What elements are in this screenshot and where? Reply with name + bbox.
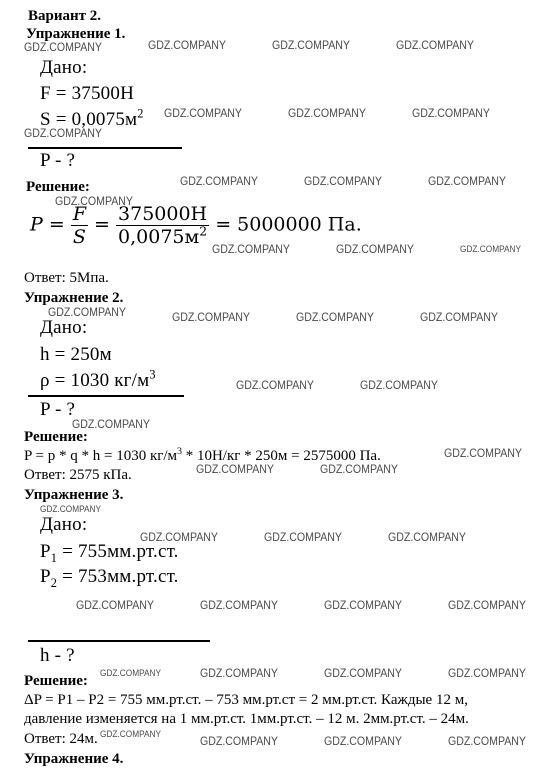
watermark: GDZ.COMPANY xyxy=(200,736,278,748)
ex2-given-density: ρ = 1030 $кг/м^3$ xyxy=(40,367,156,391)
ex2-given-height: h = 250м xyxy=(40,344,112,365)
watermark: GDZ.COMPANY xyxy=(448,600,526,612)
watermark: GDZ.COMPANY xyxy=(72,419,150,431)
ex1-given-force: F = 37500H xyxy=(40,83,135,104)
ex3-solution-label: Решение: xyxy=(24,673,88,689)
ex3-given-p2: $P_2 = 753мм.рт.ст$. xyxy=(40,566,179,590)
watermark: GDZ.COMPANY xyxy=(336,244,414,256)
watermark: GDZ.COMPANY xyxy=(360,380,438,392)
watermark: GDZ.COMPANY xyxy=(48,307,126,319)
ex2-given-label: Дано: xyxy=(40,317,88,338)
watermark: GDZ.COMPANY xyxy=(420,312,498,324)
ex1-solution-label: Решение: xyxy=(26,179,90,195)
exercise-1-heading: Упражнение 1. xyxy=(26,26,126,42)
watermark: GDZ.COMPANY xyxy=(24,42,102,54)
watermark: GDZ.COMPANY xyxy=(212,244,290,256)
ex2-formula: P = p * q * h = 1030 $кг/м^3 * 10Н/кг * 250м = 2575000$ Па. xyxy=(24,446,381,464)
watermark: GDZ.COMPANY xyxy=(24,128,102,140)
watermark: GDZ.COMPANY xyxy=(428,176,506,188)
exercise-3-heading: Упражнение 3. xyxy=(24,487,124,503)
page-title: Вариант 2. xyxy=(28,8,102,24)
ex3-given-p1: $P_1 = 755мм.рт.ст$. xyxy=(40,541,179,565)
watermark: GDZ.COMPANY xyxy=(148,40,226,52)
watermark: GDZ.COMPANY xyxy=(196,464,274,476)
watermark: GDZ.COMPANY xyxy=(236,380,314,392)
ex3-solution-line-2: давление изменяется на 1 мм.рт.ст. 1мм.рт.ст. – 12 м. 2мм.рт.ст. – 24м. xyxy=(24,711,469,727)
watermark: GDZ.COMPANY xyxy=(460,244,522,254)
watermark: GDZ.COMPANY xyxy=(55,196,133,208)
watermark: GDZ.COMPANY xyxy=(448,668,526,680)
ex3-solution-line-1: ΔP = P1 – P2 = 755 мм.рт.ст. – 753 мм.рт.ст = 2 мм.рт.ст. Каждые 12 м, xyxy=(24,692,468,708)
ex3-given-divider xyxy=(28,640,210,642)
ex1-given-label: Дано: xyxy=(40,57,88,78)
watermark: GDZ.COMPANY xyxy=(288,108,366,120)
ex3-answer: Ответ: 24м. xyxy=(24,731,98,747)
ex2-answer: Ответ: 2575 кПа. xyxy=(24,467,132,483)
ex2-given-divider xyxy=(28,395,184,397)
watermark: GDZ.COMPANY xyxy=(296,312,374,324)
watermark: GDZ.COMPANY xyxy=(448,736,526,748)
ex1-given-area: $S = 0,0075м^2$ xyxy=(40,106,144,130)
watermark: GDZ.COMPANY xyxy=(396,40,474,52)
ex1-find: P - ? xyxy=(40,150,76,171)
watermark: GDZ.COMPANY xyxy=(100,668,162,678)
watermark: GDZ.COMPANY xyxy=(304,176,382,188)
watermark: GDZ.COMPANY xyxy=(324,736,402,748)
watermark: GDZ.COMPANY xyxy=(140,532,218,544)
watermark: GDZ.COMPANY xyxy=(200,668,278,680)
watermark: GDZ.COMPANY xyxy=(100,729,162,739)
watermark: GDZ.COMPANY xyxy=(444,448,522,460)
ex3-given-label: Дано: xyxy=(40,514,88,535)
exercise-4-heading: Упражнение 4. xyxy=(24,751,124,767)
watermark: GDZ.COMPANY xyxy=(172,312,250,324)
watermark: GDZ.COMPANY xyxy=(164,108,242,120)
watermark: GDZ.COMPANY xyxy=(320,464,398,476)
watermark: GDZ.COMPANY xyxy=(264,532,342,544)
watermark: GDZ.COMPANY xyxy=(412,108,490,120)
ex1-fraction-numeric: $\frac{375000H}{0,0075м^2}$ xyxy=(118,203,208,248)
watermark: GDZ.COMPANY xyxy=(324,668,402,680)
ex2-find: P - ? xyxy=(40,399,76,420)
watermark: GDZ.COMPANY xyxy=(76,600,154,612)
watermark: GDZ.COMPANY xyxy=(272,40,350,52)
ex2-solution-label: Решение: xyxy=(24,429,88,445)
ex3-find: h - ? xyxy=(40,645,75,666)
watermark: GDZ.COMPANY xyxy=(388,532,466,544)
ex1-given-divider xyxy=(28,147,182,149)
ex1-answer: Ответ: 5Мпа. xyxy=(24,270,109,286)
watermark: GDZ.COMPANY xyxy=(180,176,258,188)
watermark: GDZ.COMPANY xyxy=(40,504,102,514)
exercise-2-heading: Упражнение 2. xyxy=(24,290,124,306)
watermark: GDZ.COMPANY xyxy=(324,600,402,612)
ex1-fraction-symbolic: $\frac{F}{S}$ xyxy=(72,203,86,248)
ex1-formula: P = $\frac{F}{S}$ = $\frac{375000H}{0,0075м^2}$ = 5000000 Па. xyxy=(30,203,362,248)
watermark: GDZ.COMPANY xyxy=(200,600,278,612)
